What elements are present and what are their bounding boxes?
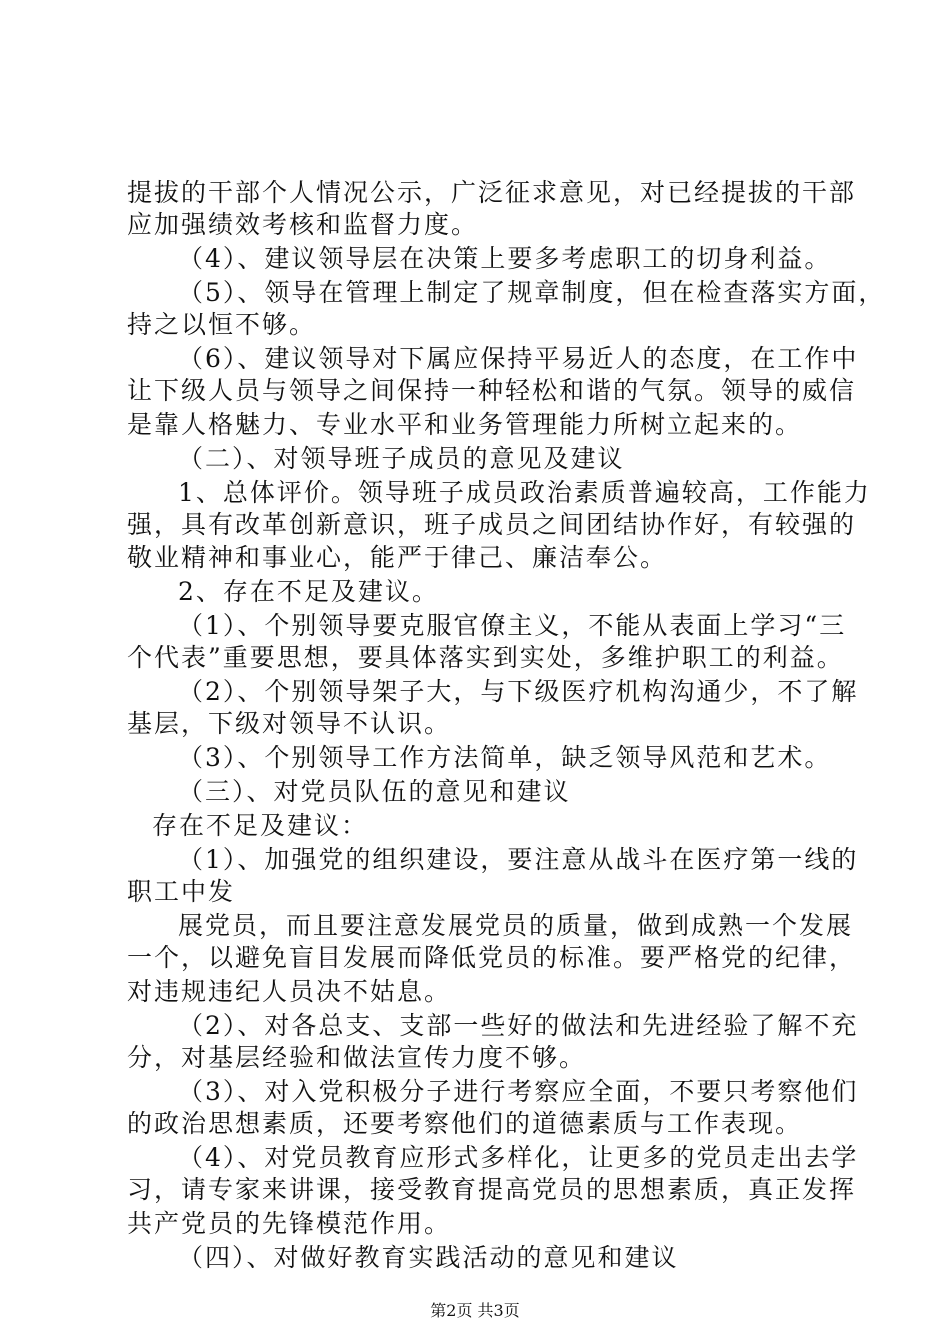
text-line: （3）、对入党积极分子进行考察应全面，不要只考察他们 — [178, 1077, 859, 1106]
text-line: 个代表”重要思想，要具体落实到实处，多维护职工的利益。 — [127, 643, 844, 672]
text-line: 应加强绩效考核和监督力度。 — [127, 210, 479, 239]
text-line: （4）、对党员教育应形式多样化，让更多的党员走出去学 — [178, 1143, 859, 1172]
text-line: 是靠人格魅力、专业水平和业务管理能力所树立起来的。 — [127, 410, 803, 439]
text-line: （5）、领导在管理上制定了规章制度，但在检查落实方面， — [178, 278, 886, 307]
text-line: 让下级人员与领导之间保持一种轻松和谐的气氛。领导的威信 — [127, 376, 857, 405]
text-line: 共产党员的先锋模范作用。 — [127, 1209, 452, 1238]
text-line: 提拔的干部个人情况公示，广泛征求意见，对已经提拔的干部 — [127, 178, 857, 207]
text-line: （2）、个别领导架子大，与下级医疗机构沟通少，不了解 — [178, 677, 859, 706]
text-line: 对违规违纪人员决不姑息。 — [127, 977, 452, 1006]
text-line: 习，请专家来讲课，接受教育提高党员的思想素质，真正发挥 — [127, 1175, 857, 1204]
page-number-footer: 第2页 共3页 — [430, 1301, 520, 1320]
text-line: （6）、建议领导对下属应保持平易近人的态度，在工作中 — [178, 344, 859, 373]
text-line: （4）、建议领导层在决策上要多考虑职工的切身利益。 — [178, 244, 832, 273]
section-heading: （四）、对做好教育实践活动的意见和建议 — [178, 1243, 679, 1272]
text-line: （1）、个别领导要克服官僚主义，不能从表面上学习“三 — [178, 611, 847, 640]
text-line: 基层，下级对领导不认识。 — [127, 709, 452, 738]
section-heading: （二）、对领导班子成员的意见及建议 — [178, 444, 625, 473]
text-line: 持之以恒不够。 — [127, 310, 317, 339]
text-line: 分，对基层经验和做法宣传力度不够。 — [127, 1043, 587, 1072]
text-line: （1）、加强党的组织建设，要注意从战斗在医疗第一线的 — [178, 845, 859, 874]
text-line: 1、总体评价。领导班子成员政治素质普遍较高，工作能力 — [178, 478, 871, 507]
text-line: 一个，以避免盲目发展而降低党员的标准。要严格党的纪律， — [127, 943, 857, 972]
text-line: 展党员，而且要注意发展党员的质量，做到成熟一个发展 — [178, 911, 854, 940]
text-line: 强，具有改革创新意识，班子成员之间团结协作好，有较强的 — [127, 510, 857, 539]
text-line: （2）、对各总支、支部一些好的做法和先进经验了解不充 — [178, 1011, 859, 1040]
text-line: 的政治思想素质，还要考察他们的道德素质与工作表现。 — [127, 1109, 803, 1138]
text-line: 2、存在不足及建议。 — [178, 577, 439, 606]
section-heading: （三）、对党员队伍的意见和建议 — [178, 777, 571, 806]
text-line: （3）、个别领导工作方法简单，缺乏领导风范和艺术。 — [178, 743, 832, 772]
text-line: 敬业精神和事业心，能严于律己、廉洁奉公。 — [127, 543, 668, 572]
text-line: 职工中发 — [127, 877, 236, 906]
text-line: 存在不足及建议： — [152, 811, 369, 840]
